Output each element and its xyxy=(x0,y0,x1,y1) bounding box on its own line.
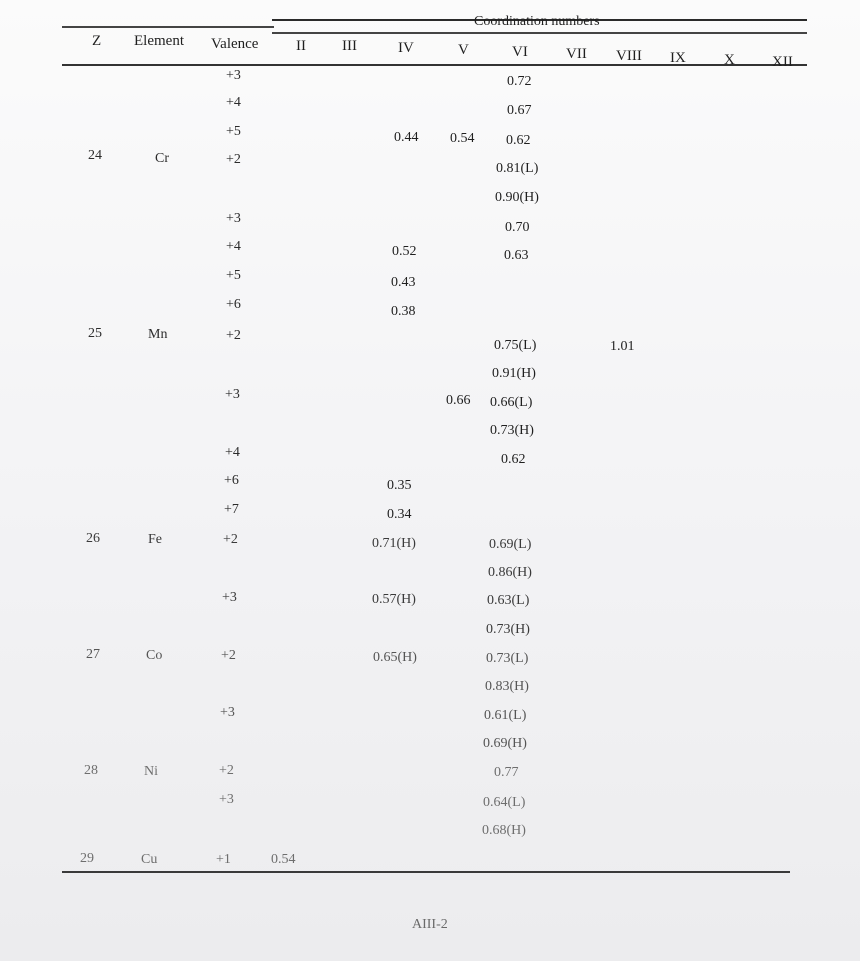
valence-cell: +5 xyxy=(226,124,241,139)
element-cell: Fe xyxy=(148,532,162,547)
cn-vi-cell: 0.68(H) xyxy=(482,823,526,838)
cn-vi-cell: 0.70 xyxy=(505,220,530,235)
col-valence-header: Valence xyxy=(211,36,259,52)
cn-vi-cell: 0.66(L) xyxy=(490,395,533,410)
col-cn-x-header: X xyxy=(724,52,735,68)
cn-vi-cell: 0.69(L) xyxy=(489,537,532,552)
col-cn-iii-header: III xyxy=(342,38,357,54)
cn-vi-cell: 0.69(H) xyxy=(483,736,527,751)
z-cell: 29 xyxy=(80,851,94,866)
col-cn-viii-header: VIII xyxy=(616,48,642,64)
element-cell: Ni xyxy=(144,764,158,779)
cn-vi-cell: 0.61(L) xyxy=(484,708,527,723)
element-cell: Mn xyxy=(148,327,168,342)
cn-iv-cell: 0.71(H) xyxy=(372,536,416,551)
col-cn-ix-header: IX xyxy=(670,50,686,66)
cn-viii-cell: 1.01 xyxy=(610,339,635,354)
col-element-header: Element xyxy=(134,33,184,49)
coordination-numbers-label: Coordination numbers xyxy=(474,14,600,29)
cn-iv-cell: 0.35 xyxy=(387,478,412,493)
cn-vi-cell: 0.86(H) xyxy=(488,565,532,580)
z-cell: 27 xyxy=(86,647,100,662)
cn-vi-cell: 0.64(L) xyxy=(483,795,526,810)
cn-vi-cell: 0.72 xyxy=(507,74,532,89)
valence-cell: +4 xyxy=(225,445,240,460)
col-cn-vi-header: VI xyxy=(512,44,528,60)
cn-iv-cell: 0.52 xyxy=(392,244,417,259)
valence-cell: +3 xyxy=(226,68,241,83)
cn-iv-cell: 0.38 xyxy=(391,304,416,319)
top-rule-main xyxy=(62,26,274,28)
col-cn-ii-header: II xyxy=(296,38,306,54)
cn-vi-cell: 0.62 xyxy=(506,133,531,148)
page-footer: AIII-2 xyxy=(412,917,448,932)
valence-cell: +3 xyxy=(219,792,234,807)
cn-vi-cell: 0.83(H) xyxy=(485,679,529,694)
cn-vi-cell: 0.73(H) xyxy=(490,423,534,438)
col-cn-vii-header: VII xyxy=(566,46,587,62)
valence-cell: +2 xyxy=(221,648,236,663)
valence-cell: +1 xyxy=(216,852,231,867)
valence-cell: +4 xyxy=(226,95,241,110)
z-cell: 26 xyxy=(86,531,100,546)
cn-iv-cell: 0.43 xyxy=(391,275,416,290)
valence-cell: +3 xyxy=(225,387,240,402)
valence-cell: +3 xyxy=(222,590,237,605)
cn-vi-cell: 0.63 xyxy=(504,248,529,263)
z-cell: 28 xyxy=(84,763,98,778)
col-cn-iv-header: IV xyxy=(398,40,414,56)
cn-vi-cell: 0.73(H) xyxy=(486,622,530,637)
valence-cell: +6 xyxy=(224,473,239,488)
cn-vi-cell: 0.75(L) xyxy=(494,338,537,353)
cn-vi-cell: 0.63(L) xyxy=(487,593,530,608)
cn-v-cell: 0.66 xyxy=(446,393,471,408)
z-cell: 24 xyxy=(88,148,102,163)
cn-vi-cell: 0.62 xyxy=(501,452,526,467)
col-cn-v-header: V xyxy=(458,42,469,58)
valence-cell: +2 xyxy=(226,152,241,167)
valence-cell: +4 xyxy=(226,239,241,254)
element-cell: Cr xyxy=(155,151,169,166)
valence-cell: +2 xyxy=(226,328,241,343)
group-underline xyxy=(272,32,807,34)
cn-ii-cell: 0.54 xyxy=(271,852,296,867)
valence-cell: +2 xyxy=(223,532,238,547)
cn-vi-cell: 0.91(H) xyxy=(492,366,536,381)
cn-iv-cell: 0.57(H) xyxy=(372,592,416,607)
cn-vi-cell: 0.90(H) xyxy=(495,190,539,205)
valence-cell: +6 xyxy=(226,297,241,312)
element-cell: Co xyxy=(146,648,163,663)
cn-iv-cell: 0.44 xyxy=(394,130,419,145)
valence-cell: +5 xyxy=(226,268,241,283)
header-underline xyxy=(62,64,807,66)
valence-cell: +3 xyxy=(226,211,241,226)
cn-iv-cell: 0.65(H) xyxy=(373,650,417,665)
cn-vi-cell: 0.73(L) xyxy=(486,651,529,666)
element-cell: Cu xyxy=(141,852,158,867)
col-cn-xii-header: XII xyxy=(772,54,793,70)
col-z-header: Z xyxy=(92,33,102,49)
cn-vi-cell: 0.67 xyxy=(507,103,532,118)
z-cell: 25 xyxy=(88,326,102,341)
cn-vi-cell: 0.77 xyxy=(494,765,519,780)
valence-cell: +7 xyxy=(224,502,239,517)
cn-iv-cell: 0.34 xyxy=(387,507,412,522)
cn-v-cell: 0.54 xyxy=(450,131,475,146)
cn-vi-cell: 0.81(L) xyxy=(496,161,539,176)
bottom-rule xyxy=(62,871,790,873)
valence-cell: +2 xyxy=(219,763,234,778)
valence-cell: +3 xyxy=(220,705,235,720)
